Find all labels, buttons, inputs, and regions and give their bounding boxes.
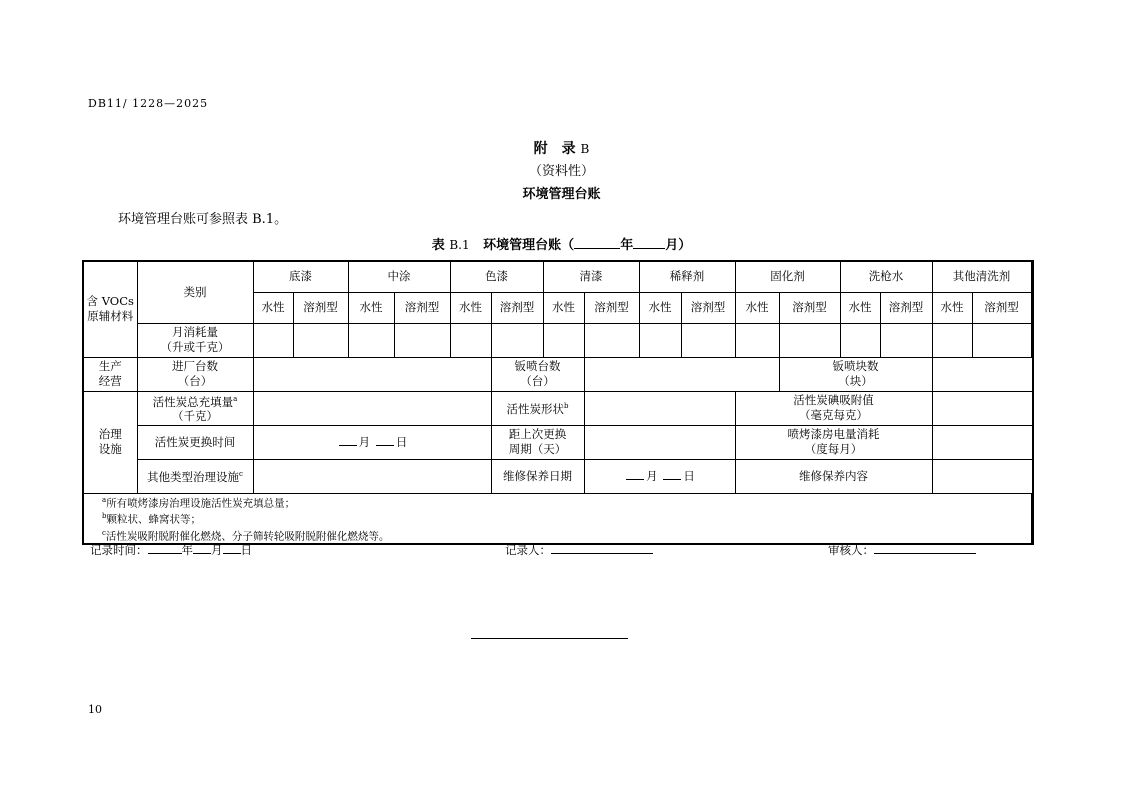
other-facility-label: 其他类型治理设施$^c$: [137, 459, 253, 493]
consumption-cell[interactable]: [584, 323, 639, 357]
caption-number: B.1: [449, 238, 470, 252]
reviewer: 审核人：: [828, 542, 976, 558]
power-consumption-label: 喷烤漆房电量消耗 （度每月）: [735, 425, 932, 459]
solvent-based-header: 溶剂型: [972, 292, 1031, 323]
material-header: 洗枪水: [840, 261, 932, 292]
appendix-nature: （资料性）: [528, 164, 594, 179]
note-c: $^c$活性炭吸附脱附催化燃烧、分子筛转轮吸附脱附催化燃烧等。: [102, 528, 390, 542]
voc-group-label: 含 VOCs 原辅材料: [83, 261, 137, 357]
intro-text: 环境管理台账可参照表 B.1。: [118, 212, 288, 227]
water-based-header: 水性: [348, 292, 394, 323]
caption-month: 月）: [665, 238, 692, 253]
caption-title: 环境管理台账（: [483, 238, 575, 253]
recorder: 记录人：: [505, 542, 653, 558]
appendix-title: 环境管理台账: [522, 187, 601, 202]
page-number: 10: [88, 703, 102, 716]
consumption-cell[interactable]: [491, 323, 543, 357]
caption-label: 表: [431, 238, 445, 253]
maintain-date-value[interactable]: 月 日: [584, 459, 735, 493]
consumption-cell[interactable]: [840, 323, 880, 357]
consumption-cell[interactable]: [639, 323, 681, 357]
material-header: 清漆: [543, 261, 639, 292]
consumption-cell[interactable]: [779, 323, 840, 357]
carbon-shape-value[interactable]: [584, 391, 735, 425]
consumption-cell[interactable]: [394, 323, 450, 357]
solvent-based-header: 溶剂型: [779, 292, 840, 323]
material-header: 底漆: [253, 261, 348, 292]
spray-units-value[interactable]: [584, 357, 779, 391]
treatment-group-label: 治理 设施: [83, 391, 137, 493]
caption-year: 年: [620, 238, 634, 253]
maintain-content-label: 维修保养内容: [735, 459, 932, 493]
spray-blocks-label: 钣喷块数 （块）: [779, 357, 932, 391]
consumption-cell[interactable]: [735, 323, 779, 357]
maintain-content-value[interactable]: [932, 459, 1033, 493]
note-a: $^a$所有喷烤漆房治理设施活性炭充填总量；: [102, 495, 296, 509]
power-consumption-value[interactable]: [932, 425, 1033, 459]
document-code: DB11/ 1228—2025: [88, 97, 209, 110]
note-b: $^b$颗粒状、蜂窝状等；: [102, 512, 201, 526]
consumption-cell[interactable]: [543, 323, 584, 357]
appendix-heading: [0, 138, 1123, 158]
table-notes: [83, 493, 1031, 544]
consumption-cell[interactable]: [293, 323, 348, 357]
solvent-based-header: 溶剂型: [491, 292, 543, 323]
water-based-header: 水性: [735, 292, 779, 323]
production-group-label: 生产 经营: [83, 357, 137, 391]
recorder-field[interactable]: [551, 542, 653, 554]
carbon-shape-label: 活性炭形状$^b$: [491, 391, 584, 425]
consumption-cell[interactable]: [932, 323, 972, 357]
appendix-letter: B: [580, 142, 590, 156]
carbon-replace-time-label: 活性炭更换时间: [137, 425, 253, 459]
consumption-cell[interactable]: [972, 323, 1031, 357]
solvent-based-header: 溶剂型: [584, 292, 639, 323]
carbon-total-label: 活性炭总充填量$^a$ （千克）: [137, 391, 253, 425]
solvent-based-header: 溶剂型: [293, 292, 348, 323]
category-header: 类别: [137, 261, 253, 323]
material-header: 中涂: [348, 261, 450, 292]
solvent-based-header: 溶剂型: [394, 292, 450, 323]
iodine-value[interactable]: [932, 391, 1033, 425]
since-replace-value[interactable]: [584, 425, 735, 459]
material-header: 稀释剂: [639, 261, 735, 292]
maintain-date-label: 维修保养日期: [491, 459, 584, 493]
other-facility-value[interactable]: [253, 459, 491, 493]
record-time: 记录时间： 年 月 日: [90, 543, 252, 557]
incoming-vehicles-value[interactable]: [253, 357, 491, 391]
table-caption: [0, 234, 1123, 253]
material-header: 色漆: [450, 261, 543, 292]
consumption-cell[interactable]: [880, 323, 932, 357]
appendix-prefix: 附 录: [533, 141, 576, 157]
solvent-based-header: 溶剂型: [681, 292, 735, 323]
water-based-header: 水性: [932, 292, 972, 323]
consumption-cell[interactable]: [450, 323, 491, 357]
water-based-header: 水性: [450, 292, 491, 323]
consumption-cell[interactable]: [348, 323, 394, 357]
solvent-based-header: 溶剂型: [880, 292, 932, 323]
since-replace-label: 距上次更换 周期（天）: [491, 425, 584, 459]
consumption-cell[interactable]: [253, 323, 293, 357]
reviewer-field[interactable]: [874, 542, 976, 554]
carbon-replace-time-value[interactable]: 月 日: [253, 425, 491, 459]
water-based-header: 水性: [543, 292, 584, 323]
water-based-header: 水性: [253, 292, 293, 323]
spray-units-label: 钣喷台数 （台）: [491, 357, 584, 391]
end-rule: [471, 638, 628, 639]
record-day-field[interactable]: [223, 542, 241, 554]
iodine-value-label: 活性炭碘吸附值 （毫克每克）: [735, 391, 932, 425]
carbon-total-value[interactable]: [253, 391, 491, 425]
monthly-consumption-label: 月消耗量 （升或千克）: [137, 323, 253, 357]
record-month-field[interactable]: [193, 542, 211, 554]
material-header: 固化剂: [735, 261, 840, 292]
consumption-cell[interactable]: [681, 323, 735, 357]
incoming-vehicles-label: 进厂台数 （台）: [137, 357, 253, 391]
ledger-table: [82, 260, 1034, 545]
caption-year-blank: [574, 236, 620, 249]
material-header: 其他清洗剂: [932, 261, 1031, 292]
caption-month-blank: [633, 236, 665, 249]
spray-blocks-value[interactable]: [932, 357, 1033, 391]
water-based-header: 水性: [840, 292, 880, 323]
record-year-field[interactable]: [148, 542, 182, 554]
water-based-header: 水性: [639, 292, 681, 323]
